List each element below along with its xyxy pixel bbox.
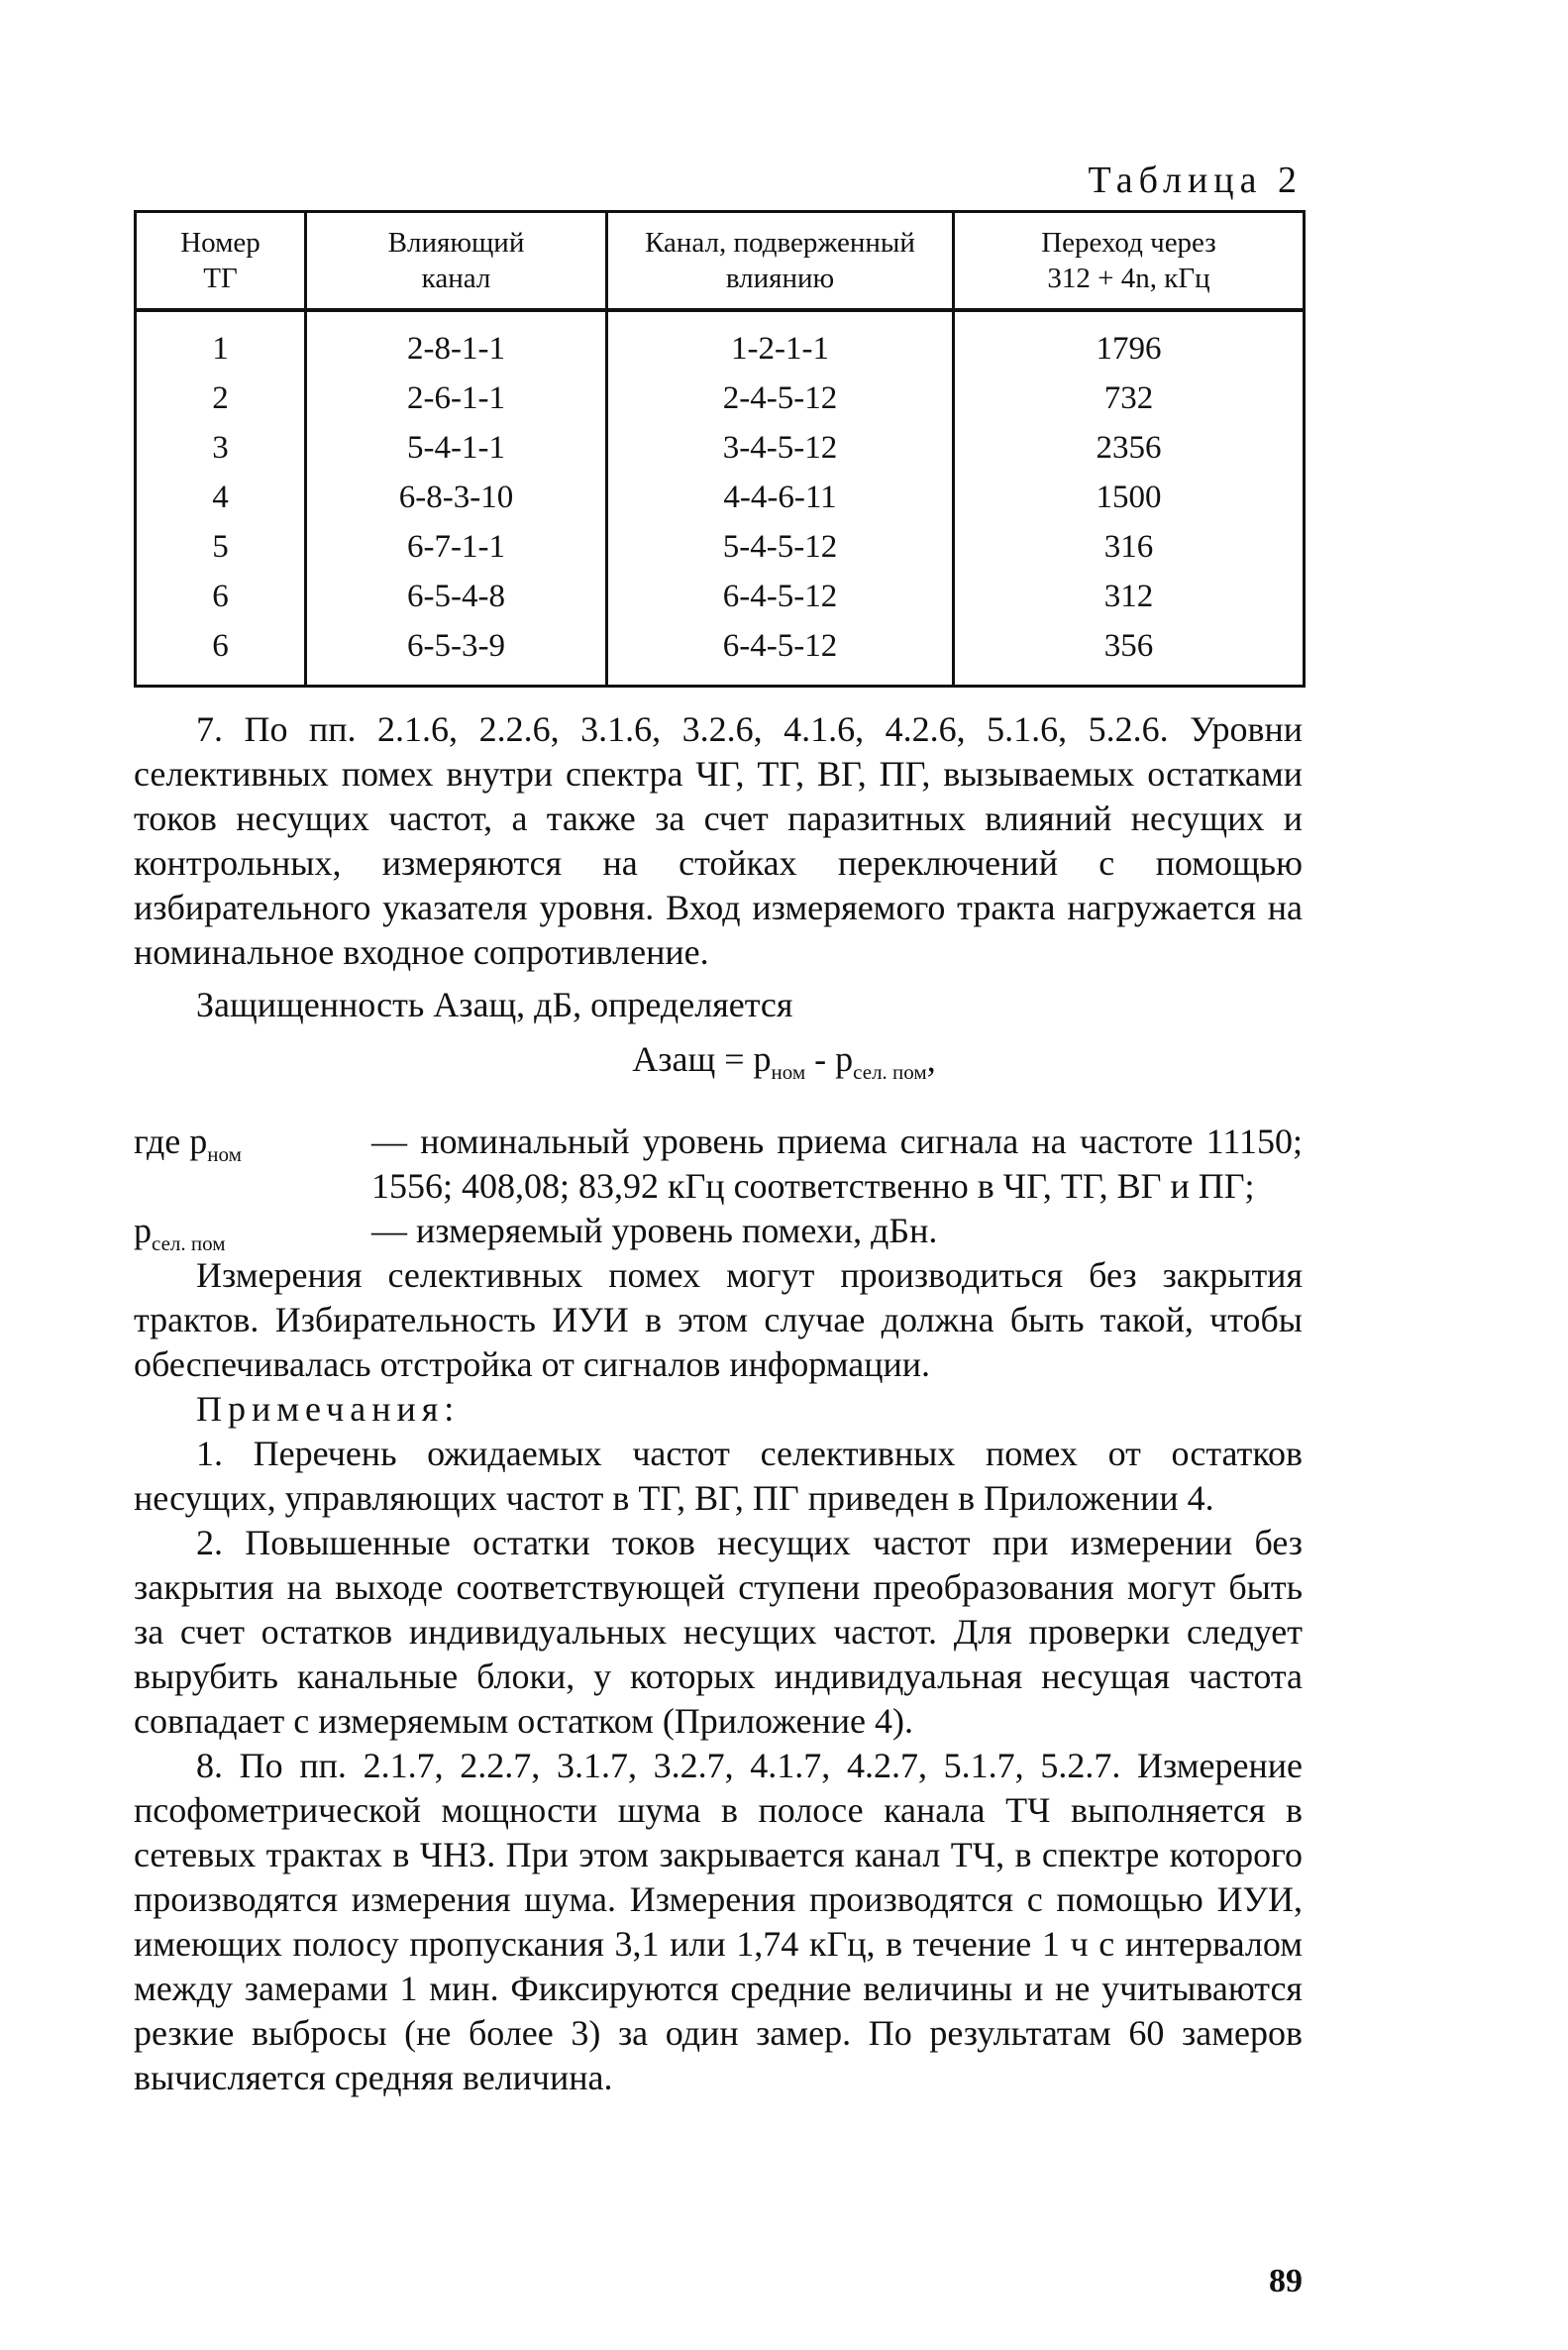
table-row	[136, 621, 1305, 687]
definition-text: — номинальный уровень приема сигнала на частоте 11150; 1556; 408,08; 83,92 кГц соответственно в ЧГ, ТГ, ВГ и ПГ;	[371, 1122, 1303, 1206]
table-cell: 732	[954, 374, 1305, 423]
protection-formula: Азащ = $p_{ном} - p_{сел. пом}$,	[632, 1039, 936, 1084]
definition-row	[134, 1209, 1303, 1258]
table-cell: 2-8-1-1	[306, 310, 607, 374]
table-row	[136, 374, 1305, 423]
table-cell: 4	[212, 480, 229, 515]
table-cell: 5-4-1-1	[306, 423, 607, 473]
table-cell: 1796	[954, 310, 1305, 374]
definition-row	[134, 1120, 1303, 1209]
table-cell: 4-4-6-11	[607, 473, 954, 522]
table-row	[136, 473, 1305, 522]
table-cell: 1-2-1-1	[607, 310, 954, 374]
table-row	[136, 522, 1305, 572]
formula-definitions	[134, 1120, 1303, 1258]
notes-heading: Примечания:	[196, 1389, 461, 1429]
definition-term: где $p_{ном}$	[134, 1122, 242, 1166]
table-cell: 312	[954, 572, 1305, 621]
header-tg-number: Номер ТГ	[136, 212, 306, 311]
table-cell: 356	[954, 621, 1305, 687]
table-cell: 6	[212, 628, 229, 664]
definition-term: $p_{сел. пом}$	[134, 1211, 226, 1255]
table-cell: 2-4-5-12	[607, 374, 954, 423]
header-influencing-channel: Влияющий канал	[306, 212, 607, 311]
table-row	[136, 310, 1305, 374]
note-1: 1. Перечень ожидаемых частот селективных помех от остатков несущих, управляющих частот в ТГ, ВГ, ПГ приведен в Приложении 4.	[134, 1434, 1303, 1518]
table-cell: 2	[212, 380, 229, 416]
table-cell: 3	[212, 430, 229, 466]
table-cell: 316	[954, 522, 1305, 572]
protection-definition-line: Защищенность Азащ, дБ, определяется	[196, 985, 793, 1024]
table-caption: Таблица 2	[1088, 160, 1303, 201]
table-cell: 6-8-3-10	[306, 473, 607, 522]
table-header-row	[136, 212, 1305, 311]
table-cell: 2356	[954, 423, 1305, 473]
header-transition: Переход через 312 + 4n, кГц	[954, 212, 1305, 311]
data-table	[134, 210, 1306, 688]
table-cell: 5	[212, 529, 229, 565]
table-cell: 6-4-5-12	[607, 621, 954, 687]
table-cell: 5-4-5-12	[607, 522, 954, 572]
table-cell: 1500	[954, 473, 1305, 522]
section-7	[134, 707, 1303, 1027]
table-cell: 6	[212, 579, 229, 614]
header-affected-channel: Канал, подверженный влиянию	[607, 212, 954, 311]
table-row	[136, 423, 1305, 473]
table-row	[136, 572, 1305, 621]
table-cell: 6-5-4-8	[306, 572, 607, 621]
measurements-and-notes	[134, 1253, 1303, 2100]
note-2: 2. Повышенные остатки токов несущих частот при измерении без закрытия на выходе соответствующей ступени преобразования могут быть за счет остатков индивидуальных несущих частот. Для проверки следует вырубить канальные блоки, у которых индивидуальная несущая частота совпадает с измеряемым остатком (Приложение 4).	[134, 1523, 1303, 1741]
table-cell: 2-6-1-1	[306, 374, 607, 423]
paragraph-7: 7. По пп. 2.1.6, 2.2.6, 3.1.6, 3.2.6, 4.1.6, 4.2.6, 5.1.6, 5.2.6. Уровни селективных помех внутри спектра ЧГ, ТГ, ВГ, ПГ, вызываемых остатками токов несущих частот, а также за счет паразитных влияний несущих и контрольных, измеряются на стойках переключений с помощью избирательного указателя уровня. Вход измеряемого тракта нагружается на номинальное входное сопротивление.	[134, 709, 1303, 972]
paragraph-measurements: Измерения селективных помех могут производиться без закрытия трактов. Избирательность ИУИ в этом случае должна быть такой, чтобы обеспечивалась отстройка от сигналов информации.	[134, 1255, 1303, 1384]
table-cell: 6-4-5-12	[607, 572, 954, 621]
table-cell: 6-5-3-9	[306, 621, 607, 687]
page-number: 89	[1269, 2263, 1303, 2299]
table-cell: 1	[212, 331, 229, 367]
definition-text: — измеряемый уровень помехи, дБн.	[371, 1211, 938, 1250]
table-cell: 6-7-1-1	[306, 522, 607, 572]
paragraph-8: 8. По пп. 2.1.7, 2.2.7, 3.1.7, 3.2.7, 4.1.7, 4.2.7, 5.1.7, 5.2.7. Измерение псофометрической мощности шума в полосе канала ТЧ выполняется в сетевых трактах в ЧНЗ. При этом закрывается канал ТЧ, в спектре которого производятся измерения шума. Измерения производятся с помощью ИУИ, имеющих полосу пропускания 3,1 или 1,74 кГц, в течение 1 ч с интервалом между замерами 1 мин. Фиксируются средние величины и не учитываются резкие выбросы (не более 3) за один замер. По результатам 60 замеров вычисляется средняя величина.	[134, 1746, 1303, 2097]
table-cell: 3-4-5-12	[607, 423, 954, 473]
